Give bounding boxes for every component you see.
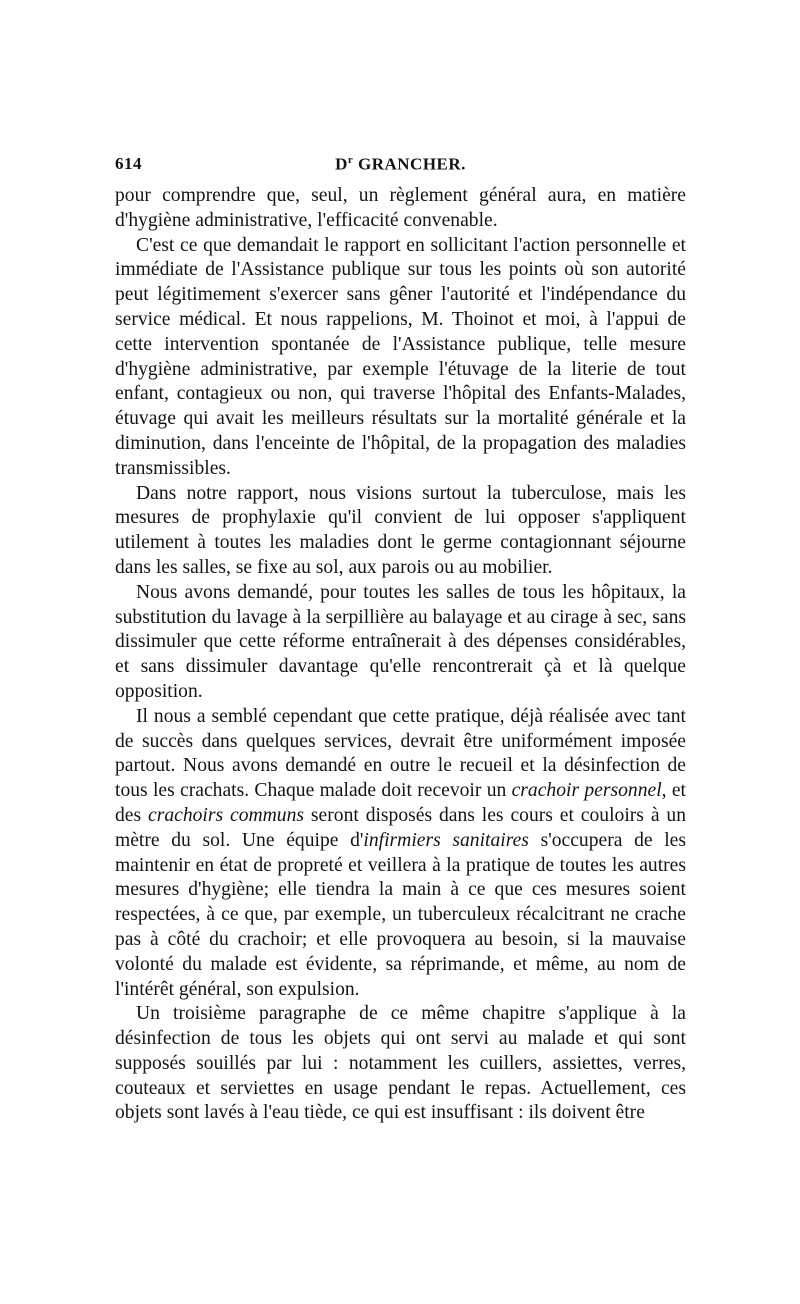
body-text: [115, 184, 686, 1126]
author-prefix: D: [335, 154, 348, 174]
paragraph-desinfection-objets: Un troisième paragraphe de ce même chapitre s'applique à la désinfection de tous les objets qui ont servi au malade et qui sont supposés souillés par lui : notamment les cuillers, assiettes, verres, couteaux et serviettes en usage pendant le repas. Actuellement, ces objets sont lavés à l'eau tiède, ce qui est insuffisant : ils doivent être: [115, 1003, 686, 1124]
paragraph-lavage: Nous avons demandé, pour toutes les salles de tous les hôpitaux, la substitution du lavage à la serpillière au balayage et au cirage à sec, sans dissimuler que cette réforme entraînerait à des dépenses considérables, et sans dissimuler davantage qu'elle rencontrerait çà et là quelque opposition.: [115, 581, 686, 702]
paragraph-continuation: pour comprendre que, seul, un règlement général aura, en matière d'hygiène administrative, l'efficacité convenable.: [115, 185, 686, 231]
paragraph-assistance-publique: C'est ce que demandait le rapport en sollicitant l'action personnelle et immédiate de l'Assistance publique sur tous les points où son autorité peut légitimement s'exercer sans gêner l'autorité et l'indépendance du service médical. Et nous rappelions, M. Thoinot et moi, à l'appui de cette intervention spontanée de l'Assistance publique, telle mesure d'hygiène administrative, par exemple l'étuvage de la literie de tout enfant, contagieux ou non, qui traverse l'hôpital des Enfants-Malades, étuvage qui avait les meilleurs résultats sur la mortalité générale et la diminution, dans l'enceinte de l'hôpital, de la propagation des maladies transmissibles.: [115, 234, 686, 479]
page-number: 614: [115, 154, 142, 173]
running-title: [115, 154, 686, 175]
crachats-text-4: s'occupera de les maintenir en état de propreté et veillera à la pratique de toutes les autres mesures d'hygiène; elle tiendra la main à ce que ces mesures soient respectées, à ce que, par exemple, un tuberculeux récalcitrant ne crache pas à côté du crachoir; et elle provoquera au besoin, si la mauvaise volonté du malade est évidente, sa réprimande, et même, au nom de l'intérêt général, son expulsion.: [115, 829, 687, 1000]
crachats-text-2: , et des: [115, 780, 686, 826]
book-page: [115, 148, 686, 1126]
paragraph-crachats: [115, 705, 686, 1003]
paragraph-tuberculose: Dans notre rapport, nous visions surtout la tuberculose, mais les mesures de prophylaxie qu'il convient de lui opposer s'appliquent utilement à toutes les maladies dont le germe contagionnant séjourne dans les salles, se fixe au sol, aux parois ou au mobilier.: [115, 482, 686, 578]
crachats-text-1: Il nous a semblé cependant que cette pratique, déjà réalisée avec tant de succès dans quelques services, devrait être uniformément imposée partout. Nous avons demandé en outre le recueil et la désinfection de tous les crachats. Chaque malade doit recevoir un: [115, 705, 686, 802]
crachats-text-3: seront disposés dans les cours et couloirs à un mètre du sol. Une équipe d': [115, 804, 686, 851]
crachoirs-communs-term: crachoirs communs: [148, 804, 305, 826]
infirmiers-sanitaires-term: infirmiers sanitaires: [363, 829, 529, 851]
running-head: [115, 148, 686, 178]
crachoir-personnel-term: crachoir personnel: [511, 780, 662, 802]
author-name: GRANCHER.: [353, 154, 466, 174]
author-title-superscript: r: [347, 154, 354, 166]
